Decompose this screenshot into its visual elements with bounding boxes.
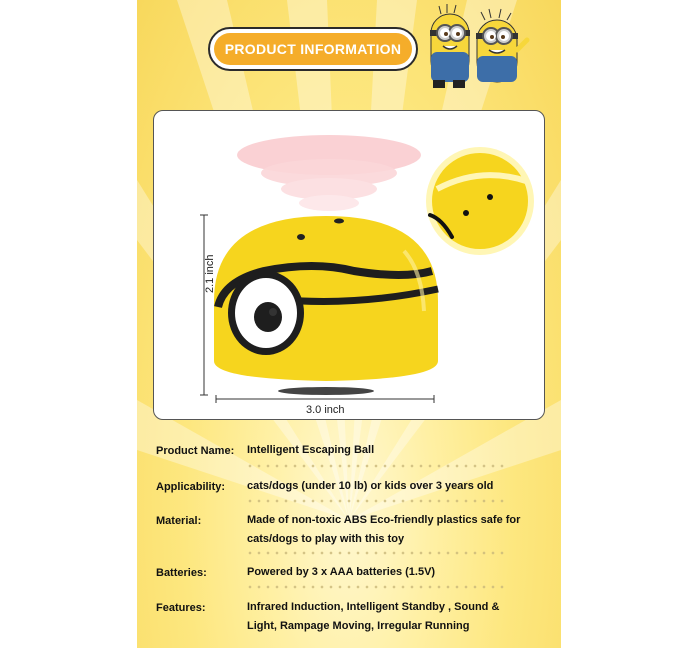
product-image-frame — [153, 110, 545, 420]
width-label: 3.0 inch — [306, 404, 345, 416]
spec-value-material: Made of non-toxic ABS Eco-friendly plastics safe for cats/dogs to play with this toy — [247, 514, 521, 545]
divider-squiggle — [247, 550, 507, 556]
minions-illustration — [421, 0, 531, 92]
title-badge — [208, 27, 418, 71]
spec-label-features: Features: — [156, 602, 206, 614]
sad-face-closeup — [426, 147, 534, 255]
height-dimension-line — [200, 215, 208, 395]
width-dimension-line — [216, 395, 434, 403]
divider-squiggle — [247, 584, 507, 590]
page-title: PRODUCT INFORMATION — [214, 33, 412, 65]
spec-value-batteries: Powered by 3 x AAA batteries (1.5V) — [247, 566, 436, 578]
minion-left — [430, 4, 470, 88]
signal-waves — [237, 135, 421, 211]
escaping-ball — [214, 216, 438, 395]
spec-label-applicability: Applicability: — [156, 481, 226, 493]
spec-label-batteries: Batteries: — [156, 567, 207, 579]
product-info-panel — [137, 0, 561, 648]
spec-label-material: Material: — [156, 515, 202, 527]
spec-value-product-name: Intelligent Escaping Ball — [247, 444, 375, 456]
divider-squiggle — [247, 498, 507, 504]
height-label: 2.1 inch — [204, 254, 216, 293]
spec-label-product-name: Product Name: — [156, 445, 235, 457]
spec-value-features: Infrared Induction, Intelligent Standby , Sound & Light, Rampage Moving, Irregular Running — [247, 601, 500, 632]
minion-right — [476, 9, 527, 82]
divider-squiggle — [247, 463, 507, 469]
spec-value-applicability: cats/dogs (under 10 lb) or kids over 3 years old — [247, 480, 494, 492]
